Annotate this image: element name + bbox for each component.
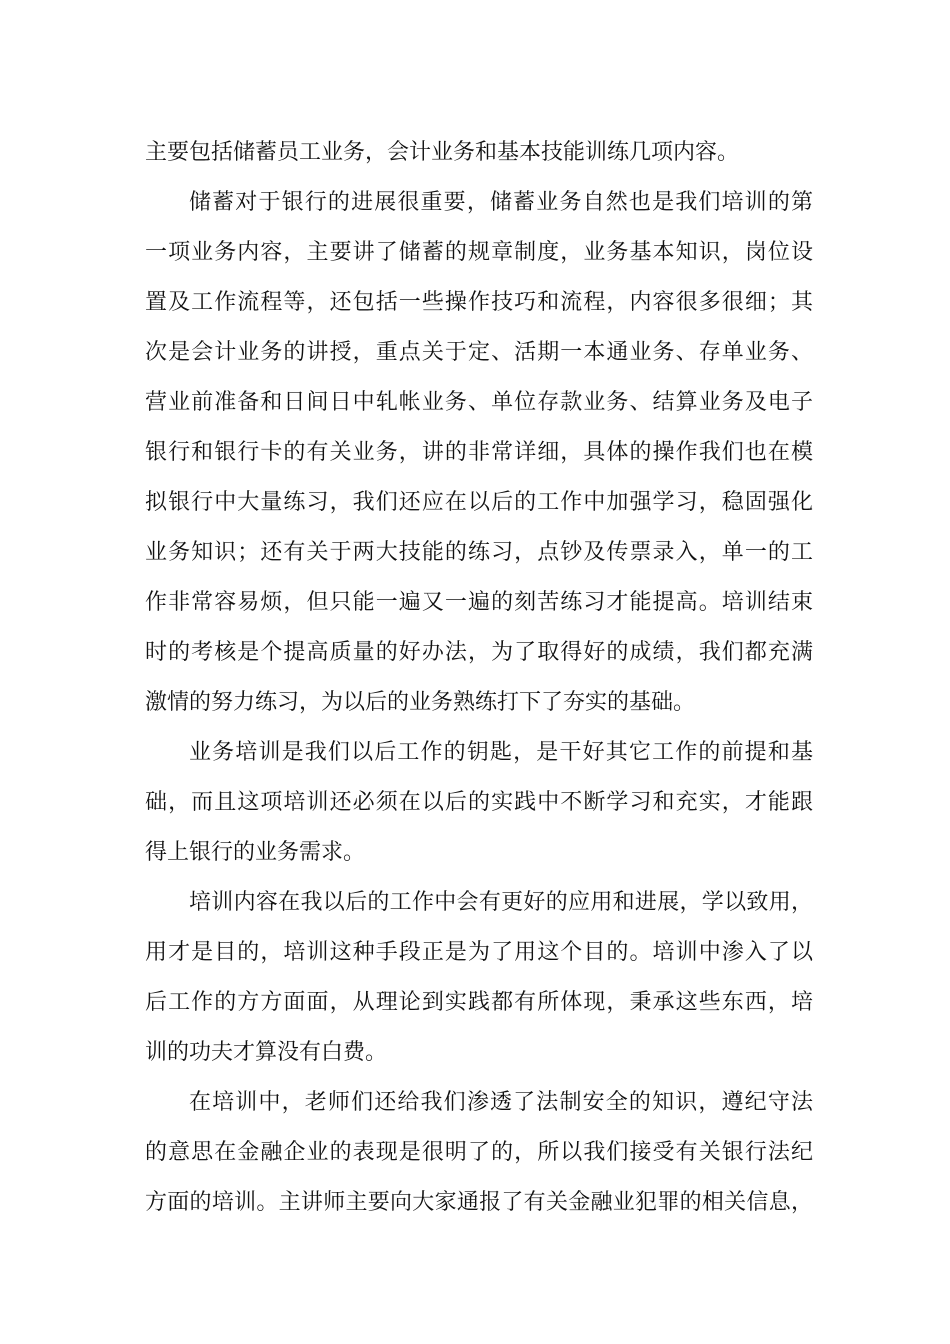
text-line: 拟银行中大量练习，我们还应在以后的工作中加强学习，稳固强化 bbox=[145, 490, 813, 515]
text-line: 培训内容在我以后的工作中会有更好的应用和进展，学以致用， bbox=[189, 890, 813, 915]
text-line: 业务培训是我们以后工作的钥匙，是干好其它工作的前提和基 bbox=[189, 740, 813, 765]
text-line: 业务知识；还有关于两大技能的练习，点钞及传票录入，单一的工 bbox=[145, 540, 813, 565]
text-line: 后工作的方方面面，从理论到实践都有所体现，秉承这些东西，培 bbox=[145, 990, 813, 1015]
text-line: 础，而且这项培训还必须在以后的实践中不断学习和充实，才能跟 bbox=[145, 790, 813, 815]
text-line: 次是会计业务的讲授，重点关于定、活期一本通业务、存单业务、 bbox=[145, 340, 813, 365]
document-body bbox=[145, 128, 813, 1228]
text-line: 置及工作流程等，还包括一些操作技巧和流程，内容很多很细；其 bbox=[145, 290, 813, 315]
text-line: 银行和银行卡的有关业务，讲的非常详细，具体的操作我们也在模 bbox=[145, 440, 813, 465]
text-line: 储蓄对于银行的进展很重要，储蓄业务自然也是我们培训的第 bbox=[189, 190, 813, 215]
text-line: 营业前准备和日间日中轧帐业务、单位存款业务、结算业务及电子 bbox=[145, 390, 813, 415]
text-line: 主要包括储蓄员工业务，会计业务和基本技能训练几项内容。 bbox=[145, 140, 740, 165]
text-line: 激情的努力练习，为以后的业务熟练打下了夯实的基础。 bbox=[145, 690, 696, 715]
text-line: 一项业务内容，主要讲了储蓄的规章制度，业务基本知识，岗位设 bbox=[145, 240, 813, 265]
text-line: 作非常容易烦，但只能一遍又一遍的刻苦练习才能提高。培训结束 bbox=[145, 590, 813, 615]
text-line: 训的功夫才算没有白费。 bbox=[145, 1040, 388, 1065]
text-line: 时的考核是个提高质量的好办法，为了取得好的成绩，我们都充满 bbox=[145, 640, 813, 665]
text-line: 得上银行的业务需求。 bbox=[145, 840, 366, 865]
text-line: 用才是目的，培训这种手段正是为了用这个目的。培训中渗入了以 bbox=[145, 940, 813, 965]
text-line: 的意思在金融企业的表现是很明了的，所以我们接受有关银行法纪 bbox=[145, 1140, 813, 1165]
text-line: 在培训中，老师们还给我们渗透了法制安全的知识，遵纪守法 bbox=[189, 1090, 813, 1115]
text-line: 方面的培训。主讲师主要向大家通报了有关金融业犯罪的相关信息， bbox=[145, 1190, 813, 1215]
